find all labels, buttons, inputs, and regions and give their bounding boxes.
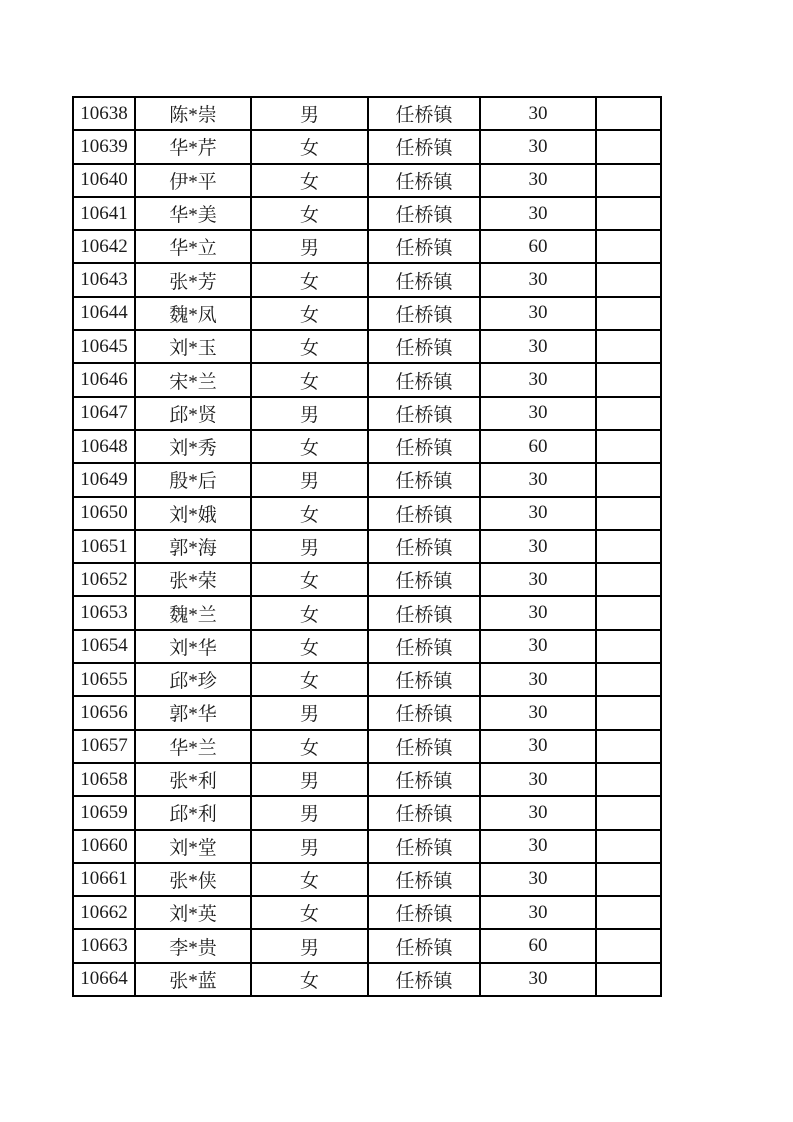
table-row (73, 330, 661, 363)
cell-id: 10658 (73, 763, 135, 796)
cell-name: 郭*海 (135, 530, 251, 563)
table-row (73, 164, 661, 197)
cell-note (596, 630, 661, 663)
cell-town: 任桥镇 (368, 463, 480, 496)
cell-note (596, 297, 661, 330)
table-row (73, 397, 661, 430)
cell-note (596, 197, 661, 230)
cell-town: 任桥镇 (368, 130, 480, 163)
cell-name: 伊*平 (135, 164, 251, 197)
cell-value: 60 (480, 430, 596, 463)
cell-gender: 女 (251, 730, 368, 763)
table-row (73, 796, 661, 829)
cell-gender: 女 (251, 130, 368, 163)
cell-gender: 女 (251, 896, 368, 929)
cell-name: 华*兰 (135, 730, 251, 763)
cell-id: 10646 (73, 363, 135, 396)
cell-gender: 男 (251, 696, 368, 729)
cell-id: 10663 (73, 929, 135, 962)
cell-value: 60 (480, 929, 596, 962)
cell-town: 任桥镇 (368, 197, 480, 230)
cell-name: 刘*秀 (135, 430, 251, 463)
cell-note (596, 863, 661, 896)
cell-note (596, 497, 661, 530)
cell-town: 任桥镇 (368, 263, 480, 296)
cell-value: 30 (480, 963, 596, 996)
cell-note (596, 463, 661, 496)
roster-table-body (73, 97, 661, 996)
cell-id: 10654 (73, 630, 135, 663)
cell-note (596, 397, 661, 430)
cell-name: 邱*贤 (135, 397, 251, 430)
cell-gender: 男 (251, 230, 368, 263)
cell-value: 30 (480, 263, 596, 296)
cell-name: 邱*利 (135, 796, 251, 829)
cell-town: 任桥镇 (368, 297, 480, 330)
cell-gender: 女 (251, 330, 368, 363)
cell-gender: 男 (251, 463, 368, 496)
cell-gender: 女 (251, 663, 368, 696)
cell-town: 任桥镇 (368, 497, 480, 530)
cell-name: 张*芳 (135, 263, 251, 296)
table-row (73, 97, 661, 130)
cell-note (596, 796, 661, 829)
cell-id: 10653 (73, 596, 135, 629)
cell-id: 10648 (73, 430, 135, 463)
cell-value: 30 (480, 363, 596, 396)
cell-value: 30 (480, 497, 596, 530)
cell-gender: 男 (251, 397, 368, 430)
cell-name: 张*荣 (135, 563, 251, 596)
cell-id: 10643 (73, 263, 135, 296)
cell-value: 30 (480, 164, 596, 197)
cell-town: 任桥镇 (368, 430, 480, 463)
cell-value: 30 (480, 630, 596, 663)
cell-id: 10642 (73, 230, 135, 263)
table-row (73, 663, 661, 696)
cell-gender: 女 (251, 563, 368, 596)
cell-value: 30 (480, 330, 596, 363)
cell-note (596, 929, 661, 962)
cell-note (596, 164, 661, 197)
cell-town: 任桥镇 (368, 796, 480, 829)
table-row (73, 563, 661, 596)
cell-note (596, 763, 661, 796)
cell-name: 殷*后 (135, 463, 251, 496)
table-row (73, 963, 661, 996)
cell-note (596, 230, 661, 263)
table-row (73, 896, 661, 929)
cell-id: 10641 (73, 197, 135, 230)
cell-note (596, 563, 661, 596)
cell-name: 魏*凤 (135, 297, 251, 330)
cell-gender: 男 (251, 97, 368, 130)
cell-gender: 女 (251, 630, 368, 663)
cell-gender: 女 (251, 197, 368, 230)
cell-id: 10655 (73, 663, 135, 696)
cell-value: 30 (480, 463, 596, 496)
cell-id: 10664 (73, 963, 135, 996)
cell-gender: 男 (251, 830, 368, 863)
cell-value: 30 (480, 863, 596, 896)
cell-town: 任桥镇 (368, 97, 480, 130)
table-row (73, 497, 661, 530)
cell-gender: 女 (251, 164, 368, 197)
cell-town: 任桥镇 (368, 530, 480, 563)
cell-name: 刘*华 (135, 630, 251, 663)
cell-value: 30 (480, 563, 596, 596)
table-row (73, 263, 661, 296)
table-row (73, 297, 661, 330)
cell-name: 魏*兰 (135, 596, 251, 629)
cell-town: 任桥镇 (368, 330, 480, 363)
cell-town: 任桥镇 (368, 863, 480, 896)
cell-town: 任桥镇 (368, 164, 480, 197)
cell-town: 任桥镇 (368, 630, 480, 663)
cell-gender: 女 (251, 297, 368, 330)
cell-gender: 男 (251, 929, 368, 962)
cell-town: 任桥镇 (368, 563, 480, 596)
cell-name: 华*立 (135, 230, 251, 263)
cell-id: 10656 (73, 696, 135, 729)
cell-town: 任桥镇 (368, 230, 480, 263)
cell-note (596, 130, 661, 163)
cell-note (596, 830, 661, 863)
cell-value: 30 (480, 130, 596, 163)
cell-note (596, 596, 661, 629)
cell-town: 任桥镇 (368, 896, 480, 929)
cell-value: 30 (480, 596, 596, 629)
cell-note (596, 530, 661, 563)
cell-value: 30 (480, 696, 596, 729)
cell-value: 30 (480, 197, 596, 230)
cell-note (596, 663, 661, 696)
cell-note (596, 730, 661, 763)
cell-gender: 女 (251, 497, 368, 530)
cell-id: 10659 (73, 796, 135, 829)
cell-id: 10647 (73, 397, 135, 430)
cell-gender: 女 (251, 863, 368, 896)
cell-name: 刘*英 (135, 896, 251, 929)
cell-name: 陈*崇 (135, 97, 251, 130)
table-row (73, 197, 661, 230)
cell-id: 10638 (73, 97, 135, 130)
cell-value: 30 (480, 530, 596, 563)
cell-town: 任桥镇 (368, 963, 480, 996)
cell-town: 任桥镇 (368, 730, 480, 763)
cell-gender: 女 (251, 363, 368, 396)
cell-gender: 男 (251, 530, 368, 563)
cell-id: 10644 (73, 297, 135, 330)
table-row (73, 130, 661, 163)
cell-name: 刘*堂 (135, 830, 251, 863)
cell-name: 张*侠 (135, 863, 251, 896)
cell-id: 10645 (73, 330, 135, 363)
table-row (73, 630, 661, 663)
cell-name: 张*蓝 (135, 963, 251, 996)
roster-table (72, 96, 662, 997)
cell-id: 10652 (73, 563, 135, 596)
cell-name: 刘*娥 (135, 497, 251, 530)
cell-value: 30 (480, 896, 596, 929)
table-row (73, 830, 661, 863)
cell-id: 10650 (73, 497, 135, 530)
cell-town: 任桥镇 (368, 596, 480, 629)
cell-value: 30 (480, 763, 596, 796)
cell-name: 华*美 (135, 197, 251, 230)
cell-note (596, 963, 661, 996)
cell-note (596, 330, 661, 363)
table-row (73, 929, 661, 962)
cell-town: 任桥镇 (368, 830, 480, 863)
table-row (73, 530, 661, 563)
cell-note (596, 363, 661, 396)
cell-note (596, 263, 661, 296)
table-row (73, 596, 661, 629)
cell-value: 30 (480, 297, 596, 330)
cell-gender: 女 (251, 263, 368, 296)
cell-town: 任桥镇 (368, 663, 480, 696)
cell-id: 10639 (73, 130, 135, 163)
cell-name: 宋*兰 (135, 363, 251, 396)
cell-gender: 女 (251, 963, 368, 996)
table-row (73, 463, 661, 496)
cell-gender: 女 (251, 596, 368, 629)
cell-value: 30 (480, 730, 596, 763)
cell-name: 刘*玉 (135, 330, 251, 363)
cell-note (596, 97, 661, 130)
cell-gender: 女 (251, 430, 368, 463)
table-row (73, 763, 661, 796)
cell-gender: 男 (251, 763, 368, 796)
cell-id: 10640 (73, 164, 135, 197)
cell-town: 任桥镇 (368, 763, 480, 796)
cell-name: 华*芹 (135, 130, 251, 163)
table-row (73, 730, 661, 763)
cell-id: 10660 (73, 830, 135, 863)
cell-note (596, 696, 661, 729)
cell-name: 李*贵 (135, 929, 251, 962)
cell-id: 10649 (73, 463, 135, 496)
cell-name: 邱*珍 (135, 663, 251, 696)
cell-id: 10661 (73, 863, 135, 896)
table-row (73, 363, 661, 396)
cell-gender: 男 (251, 796, 368, 829)
cell-value: 30 (480, 663, 596, 696)
table-row (73, 230, 661, 263)
cell-id: 10651 (73, 530, 135, 563)
table-row (73, 430, 661, 463)
cell-value: 60 (480, 230, 596, 263)
table-row (73, 696, 661, 729)
cell-town: 任桥镇 (368, 696, 480, 729)
cell-name: 郭*华 (135, 696, 251, 729)
cell-id: 10662 (73, 896, 135, 929)
cell-value: 30 (480, 97, 596, 130)
cell-town: 任桥镇 (368, 397, 480, 430)
cell-town: 任桥镇 (368, 929, 480, 962)
cell-town: 任桥镇 (368, 363, 480, 396)
cell-value: 30 (480, 830, 596, 863)
cell-note (596, 430, 661, 463)
cell-id: 10657 (73, 730, 135, 763)
cell-value: 30 (480, 397, 596, 430)
cell-value: 30 (480, 796, 596, 829)
table-row (73, 863, 661, 896)
cell-note (596, 896, 661, 929)
cell-name: 张*利 (135, 763, 251, 796)
